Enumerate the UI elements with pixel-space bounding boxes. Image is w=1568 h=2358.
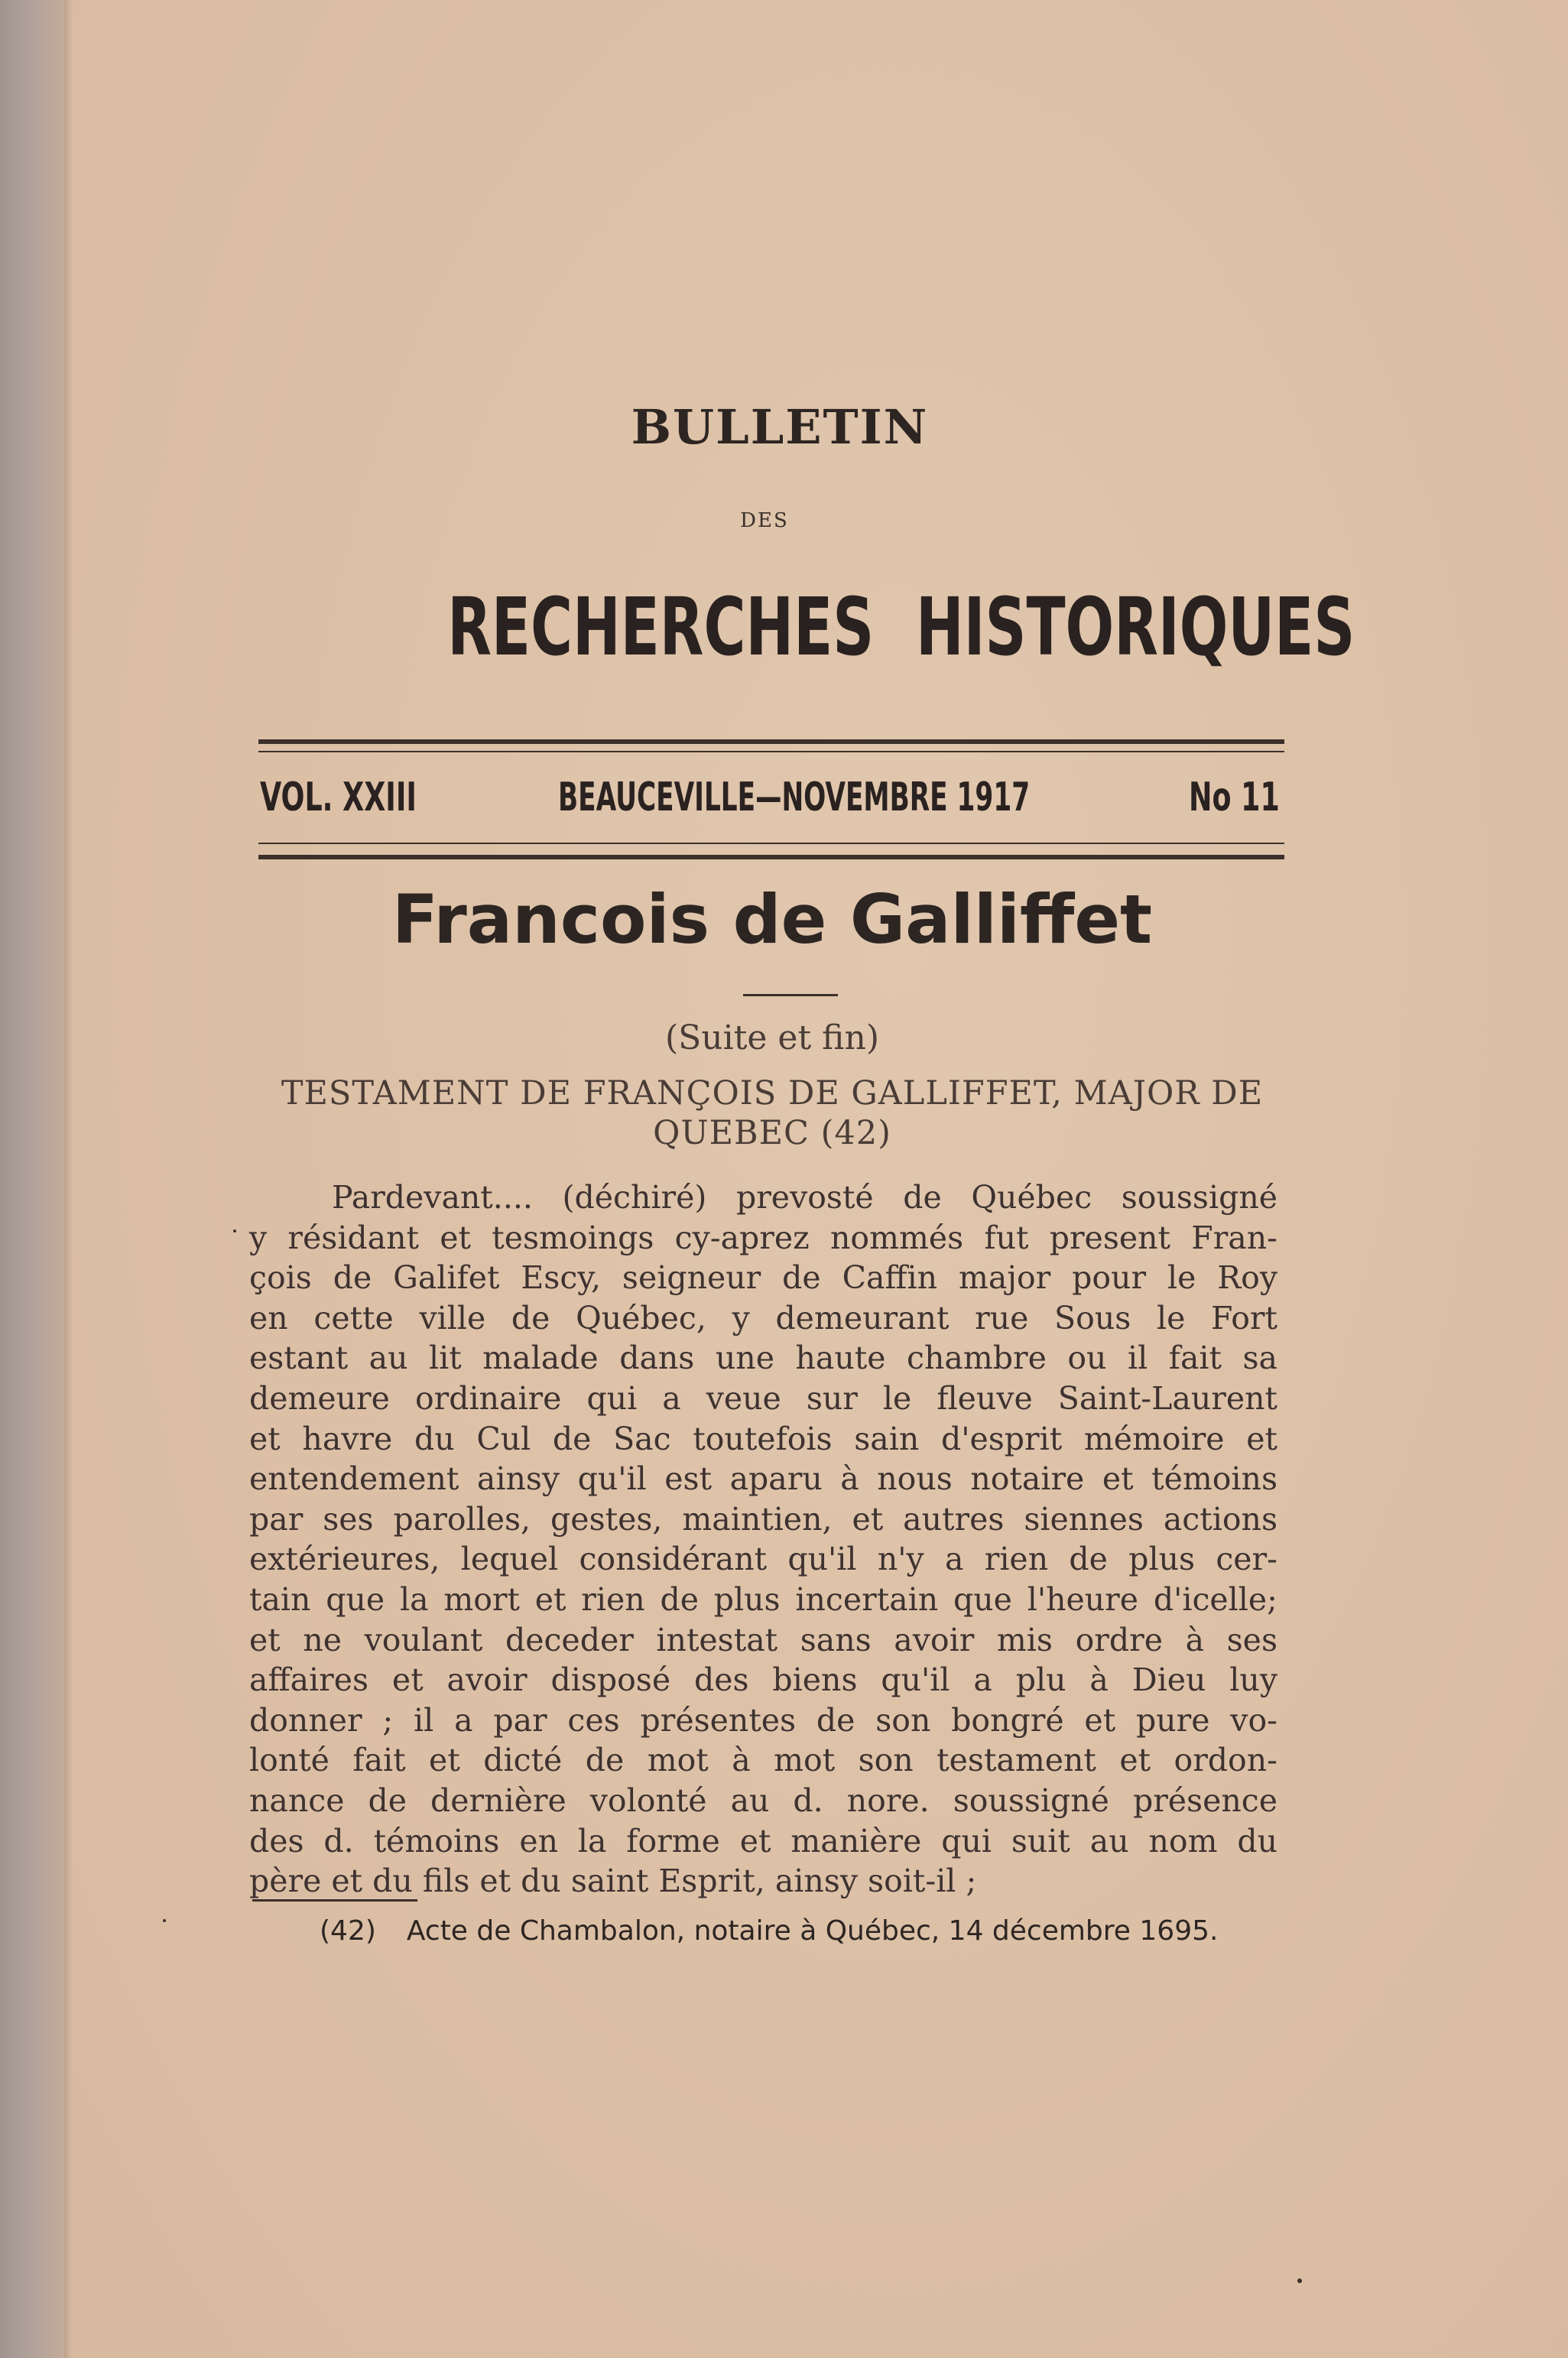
body-line: en cette ville de Québec, y demeurant rue Sous le Fort bbox=[249, 1299, 1277, 1337]
body-line: père et du fils et du saint Esprit, ainsy soit-il ; bbox=[249, 1863, 977, 1900]
body-line: affaires et avoir disposé des biens qu'il a plu à Dieu luy bbox=[249, 1661, 1277, 1699]
masthead-des: DES bbox=[740, 509, 789, 532]
issue-volume: VOL. XXIII bbox=[260, 775, 417, 820]
body-line: entendement ainsy qu'il est aparu à nous notaire et témoins bbox=[249, 1460, 1277, 1498]
footnote-rule bbox=[252, 1899, 417, 1902]
article-heading: TESTAMENT DE FRANÇOIS DE GALLIFFET, MAJOR DE QUEBEC (42) bbox=[281, 1074, 1264, 1152]
body-line: par ses parolles, gestes, maintien, et autres siennes actions bbox=[249, 1500, 1277, 1538]
issue-number: No 11 bbox=[1189, 775, 1280, 820]
bottom-rule-thick bbox=[258, 855, 1284, 859]
body-line: demeure ordinaire qui a veue sur le fleuve Saint-Laurent bbox=[249, 1379, 1277, 1417]
bottom-rule-thin bbox=[258, 843, 1284, 844]
body-line: çois de Galifet Escy, seigneur de Caffin major pour le Roy bbox=[249, 1259, 1277, 1297]
footnote-number: (42) bbox=[320, 1915, 376, 1947]
footnote-text: Acte de Chambalon, notaire à Québec, 14 décembre 1695. bbox=[406, 1915, 1219, 1947]
body-line: lonté fait et dicté de mot à mot son testament et ordon- bbox=[249, 1742, 1277, 1779]
masthead-title: RECHERCHES HISTORIQUES bbox=[447, 580, 1355, 674]
article-subtitle: (Suite et fin) bbox=[665, 1018, 879, 1057]
top-rule-thin bbox=[258, 751, 1284, 752]
issue-place-date: BEAUCEVILLE—NOVEMBRE 1917 bbox=[558, 775, 1031, 820]
body-line: et havre du Cul de Sac toutefois sain d'esprit mémoire et bbox=[249, 1420, 1277, 1457]
body-line: donner ; il a par ces présentes de son bongré et pure vo- bbox=[249, 1701, 1277, 1739]
body-line: Pardevant.... (déchiré) prevosté de Québec soussigné bbox=[332, 1179, 1277, 1216]
article-body bbox=[249, 1177, 1277, 1902]
footnote bbox=[320, 1910, 1218, 1953]
binding-shadow bbox=[0, 0, 64, 2358]
article-title: Francois de Galliffet bbox=[391, 880, 1153, 959]
body-line: extérieures, lequel considérant qu'il n'y a rien de plus cer- bbox=[249, 1541, 1277, 1578]
body-line: tain que la mort et rien de plus incertain que l'heure d'icelle; bbox=[249, 1580, 1277, 1618]
paper-speck bbox=[1297, 2278, 1302, 2283]
masthead-bulletin: BULLETIN bbox=[631, 399, 929, 455]
body-line: nance de dernière volonté au d. nore. soussigné présence bbox=[249, 1781, 1277, 1819]
page-edge bbox=[64, 0, 72, 2358]
top-rule-thick bbox=[258, 739, 1284, 744]
title-divider bbox=[743, 994, 838, 996]
body-line: estant au lit malade dans une haute chambre ou il fait sa bbox=[249, 1340, 1277, 1377]
body-line: des d. témoins en la forme et manière qui suit au nom du bbox=[249, 1822, 1277, 1859]
body-line: y résidant et tesmoings cy-aprez nommés fut present Fran- bbox=[249, 1219, 1277, 1256]
paper-speck bbox=[163, 1919, 166, 1922]
body-line: et ne voulant deceder intestat sans avoir mis ordre à ses bbox=[249, 1621, 1277, 1658]
paper-speck bbox=[233, 1229, 236, 1233]
